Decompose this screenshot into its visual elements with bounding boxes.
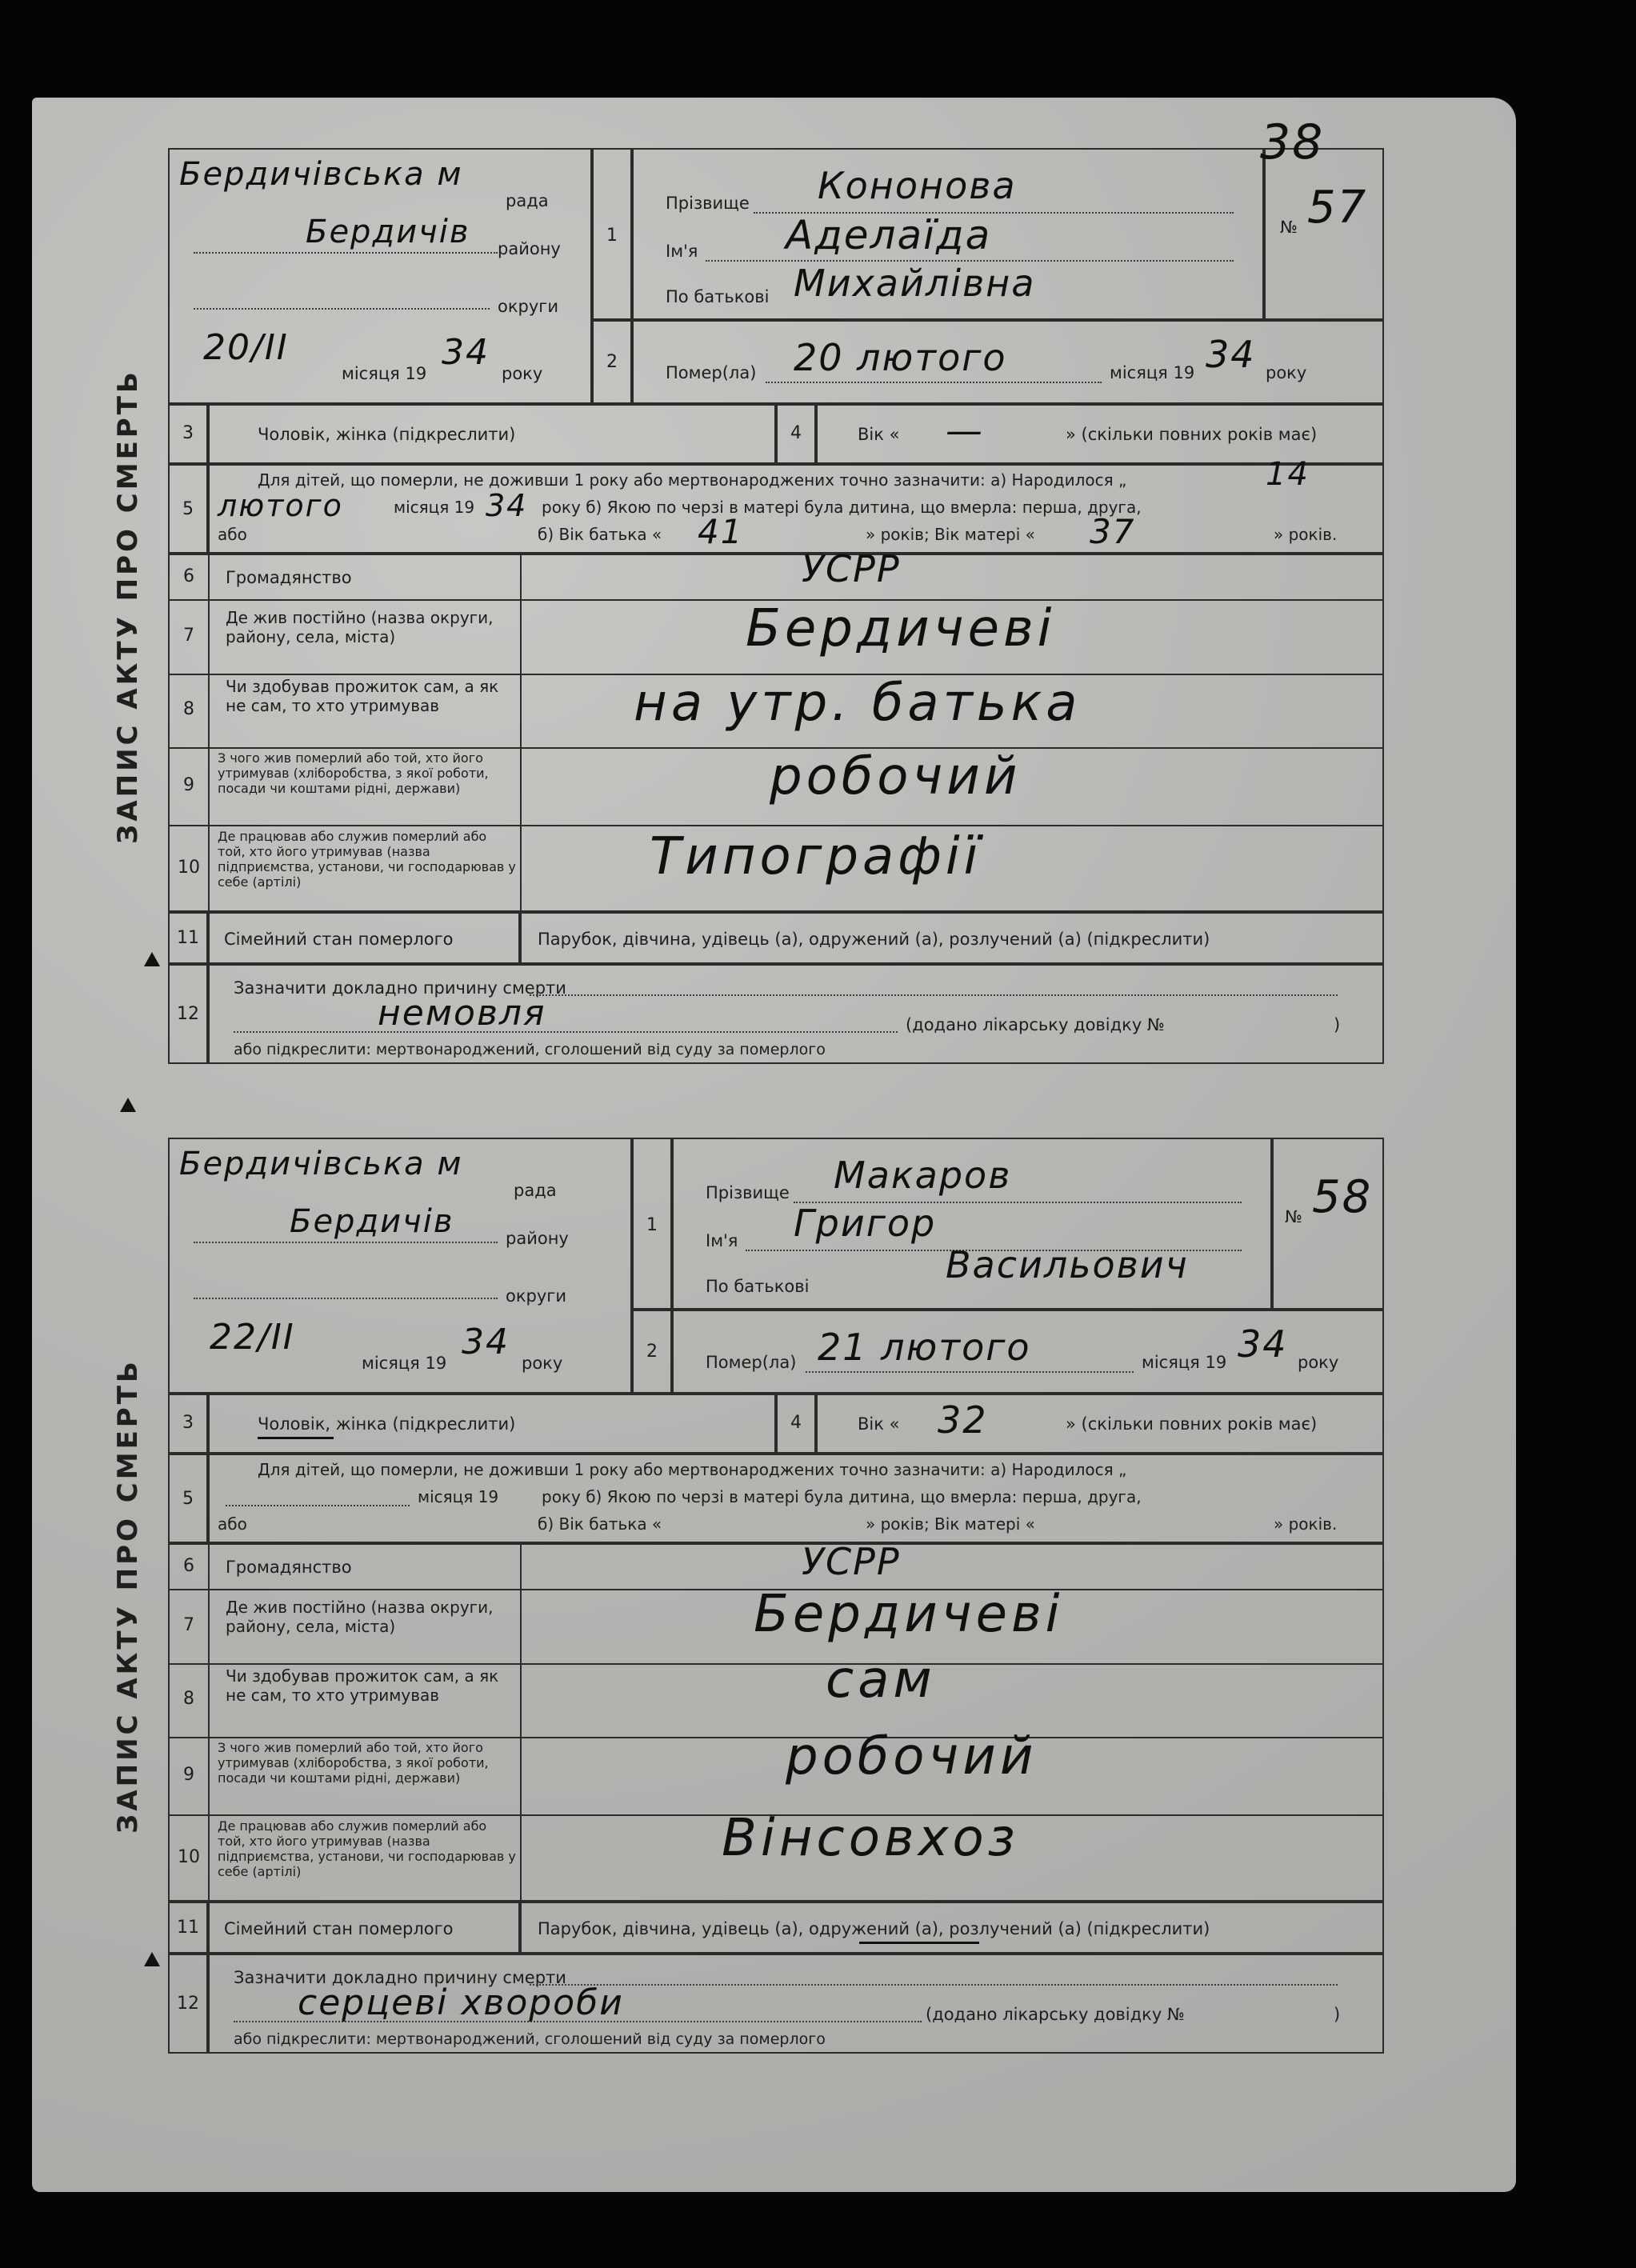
years-label: » років. [1274, 1514, 1338, 1534]
or-label: або [218, 1514, 247, 1534]
certificate-close: ) [1334, 2005, 1341, 2024]
mother-age-label: » років; Вік матері « [866, 1514, 1035, 1534]
month-label: місяця 19 [362, 1354, 447, 1373]
income-value: робочий [786, 1727, 1038, 1786]
patronymic-value: Васильович [946, 1243, 1189, 1286]
certificate-close: ) [1334, 1015, 1341, 1034]
certificate-label: (додано лікарську довідку № [906, 1015, 1165, 1034]
rada-value: Бердичівська м [179, 1146, 463, 1182]
workplace-value: Типографії [650, 827, 982, 886]
citizenship-label: Громадянство [226, 1558, 352, 1577]
cause-label: Зазначити докладно причину смерти [234, 978, 566, 998]
row-num-cell [168, 404, 208, 464]
row-num-cell [592, 320, 632, 404]
cause-line [234, 1031, 898, 1033]
age-value: 32 [938, 1398, 988, 1442]
grid-line [520, 555, 522, 910]
row-num-cell [632, 1138, 672, 1310]
name-label: Ім'я [706, 1231, 738, 1250]
row-number: 1 [646, 1215, 658, 1235]
month-label: місяця 19 [342, 364, 427, 383]
mother-age-value: 37 [1090, 512, 1136, 551]
record-1-sidebar [88, 148, 168, 1064]
pomer-date-value: 21 лютого [818, 1326, 1031, 1369]
born-year-value: 34 [486, 488, 528, 523]
born-day-value: 14 [1266, 456, 1310, 493]
okruha-line [194, 308, 490, 310]
row-number: 9 [183, 1765, 194, 1785]
raion-label: району [506, 1229, 569, 1248]
father-age-label: б) Вік батька « [538, 525, 662, 544]
or-label: або [218, 525, 247, 544]
marital-options-cell [520, 1902, 1384, 1954]
years-label: » років. [1274, 525, 1338, 544]
married-underline [859, 1942, 979, 1944]
cause-value: немовля [378, 993, 546, 1034]
age-cell [816, 1394, 1384, 1454]
row-number: 2 [606, 352, 618, 372]
certificate-label: (додано лікарську довідку № [926, 2005, 1185, 2024]
grid-line [170, 825, 1382, 826]
rada-value: Бердичівська м [179, 156, 463, 193]
marital-label: Сімейний стан померлого [224, 1919, 454, 1938]
residence-value: Бердичеві [754, 1585, 1064, 1644]
number-value: 58 [1312, 1171, 1373, 1223]
row-number: 8 [183, 1689, 194, 1709]
row-number: 3 [182, 1413, 194, 1433]
row-num-cell [168, 1954, 208, 2054]
row-number: 7 [183, 1615, 194, 1635]
row-num-cell [168, 912, 208, 964]
cause-line [530, 1984, 1338, 1986]
registry-office-cell [168, 1138, 632, 1394]
name-value: Григор [794, 1202, 937, 1245]
pomer-label: Помер(ла) [706, 1353, 797, 1372]
row-num-cell [168, 964, 208, 1064]
row-number: 10 [178, 858, 200, 878]
patronymic-label: По батькові [666, 287, 770, 306]
row-number: 3 [182, 423, 194, 443]
citizenship-label: Громадянство [226, 568, 352, 587]
marital-label: Сімейний стан померлого [224, 930, 454, 949]
row-number: 7 [183, 626, 194, 646]
row-number: 4 [790, 1413, 802, 1433]
roku-label: року [522, 1354, 563, 1373]
age-value: — [946, 409, 984, 452]
residence-label: Де жив постійно (назва округи, району, села, міста) [226, 608, 494, 646]
row-number: 6 [183, 1556, 194, 1576]
row-number: 5 [182, 499, 194, 519]
citizenship-value: УСРР [802, 547, 901, 590]
order-label: року б) Якою по черзі в матері була дитина, що вмерла: перша, друга, [542, 1487, 1142, 1506]
name-cell [672, 1138, 1272, 1310]
number-cell [1272, 1138, 1384, 1310]
workplace-label: Де працював або служив померлий або той, хто його утримував (назва підприємства, установи, чи господарював у себе (артілі) [218, 829, 516, 890]
income-value: робочий [770, 747, 1022, 806]
row-number: 11 [177, 1918, 199, 1938]
row-number: 6 [183, 566, 194, 586]
support-label: Чи здобував прожиток сам, а як не сам, то хто утримував [226, 1666, 499, 1705]
row-number: 11 [177, 928, 199, 948]
okruha-label: округи [506, 1286, 566, 1306]
residence-value: Бердичеві [746, 599, 1056, 658]
month-label: місяця 19 [1110, 363, 1195, 382]
raion-value: Бердичів [290, 1203, 454, 1240]
row-num-cell [632, 1310, 672, 1394]
residence-label: Де жив постійно (назва округи, району, села, міста) [226, 1598, 494, 1636]
row-number: 2 [646, 1342, 658, 1362]
surname-label: Прізвище [706, 1183, 790, 1202]
stillborn-label: або підкреслити: мертвонароджений, сголошений від суду за померлого [234, 2030, 826, 2048]
row-number: 12 [177, 1994, 199, 2014]
grid-line [208, 1545, 210, 1900]
cause-value: серцеві хвороби [298, 1982, 624, 2023]
row-num-cell [168, 1902, 208, 1954]
raion-value: Бердичів [306, 214, 470, 250]
pomer-year-value: 34 [1238, 1322, 1288, 1366]
marital-options: Парубок, дівчина, удівець (а), одружений (а), розлучений (а) (підкреслити) [538, 930, 1210, 949]
registry-office-cell [168, 148, 592, 404]
father-age-label: б) Вік батька « [538, 1514, 662, 1534]
year-reg-value: 34 [442, 332, 490, 373]
infant-label: Для дітей, що померли, не доживши 1 року або мертвонароджених точно зазначити: а) Народилося „ [258, 1460, 1127, 1479]
number-cell [1264, 148, 1384, 320]
age-label: Вік « [858, 1414, 900, 1434]
grid-line [170, 1737, 1382, 1738]
support-value: на утр. батька [634, 674, 1082, 733]
row-num-cell [168, 1454, 208, 1543]
order-label: року б) Якою по черзі в матері була дитина, що вмерла: перша, друга, [542, 498, 1142, 517]
age-suffix: » (скільки повних років має) [1066, 425, 1318, 444]
death-date-cell [632, 320, 1384, 404]
age-label: Вік « [858, 425, 900, 444]
pomer-label: Помер(ла) [666, 363, 757, 382]
row-number: 9 [183, 775, 194, 795]
male-underline [258, 1437, 334, 1439]
number-label: № [1285, 1207, 1302, 1226]
row-number: 1 [606, 226, 618, 246]
cause-label: Зазначити докладно причину смерти [234, 1968, 566, 1987]
roku-label: року [1298, 1353, 1339, 1372]
row-number: 4 [790, 423, 802, 443]
citizenship-value: УСРР [802, 1540, 901, 1583]
patronymic-value: Михайлівна [794, 262, 1036, 305]
number-value: 57 [1307, 182, 1368, 234]
grid-line [208, 555, 210, 910]
record-2 [168, 1138, 1384, 2054]
infant-cell [208, 1454, 1384, 1543]
row-number: 10 [178, 1847, 200, 1867]
sex-cell [208, 1394, 776, 1454]
infant-line [226, 1505, 410, 1506]
okruha-label: округи [498, 297, 558, 316]
month-label: місяця 19 [394, 498, 475, 517]
sidebar-title: ЗАПИС АКТУ ПРО СМЕРТЬ [112, 1358, 144, 1834]
number-label: № [1280, 218, 1298, 237]
father-age-value: 41 [698, 512, 744, 551]
month-label: місяця 19 [418, 1487, 499, 1506]
grid-line [520, 1545, 522, 1900]
details-grid [168, 547, 1384, 912]
cause-line [234, 2021, 922, 2022]
corner-note: 38 [1260, 114, 1325, 170]
surname-value: Макаров [834, 1154, 1012, 1197]
roku-label: року [502, 364, 543, 383]
death-date-cell [672, 1310, 1384, 1394]
workplace-value: Вінсовхоз [722, 1809, 1019, 1868]
infant-label: Для дітей, що померли, не доживши 1 року або мертвонароджених точно зазначити: а) Народилося „ [258, 470, 1127, 490]
date-reg-value: 20/II [203, 327, 289, 368]
surname-label: Прізвище [666, 194, 750, 213]
record-2-sidebar [88, 1138, 168, 2054]
sex-label: Чоловік, жінка (підкреслити) [258, 1414, 516, 1434]
sex-cell [208, 404, 776, 464]
row-number: 8 [183, 699, 194, 719]
name-label: Ім'я [666, 242, 698, 261]
margin-mark [120, 1098, 136, 1112]
cause-cell [208, 964, 1384, 1064]
age-cell [816, 404, 1384, 464]
support-value: сам [826, 1650, 936, 1710]
marital-label-cell [208, 1902, 520, 1954]
marital-options: Парубок, дівчина, удівець (а), одружений (а), розлучений (а) (підкреслити) [538, 1919, 1210, 1938]
year-reg-value: 34 [462, 1322, 510, 1362]
marital-label-cell [208, 912, 520, 964]
grid-line [170, 1663, 1382, 1665]
infant-cell [208, 456, 1384, 554]
row-num-cell [776, 1394, 816, 1454]
support-label: Чи здобував прожиток сам, а як не сам, то хто утримував [226, 677, 499, 715]
pomer-year-value: 34 [1206, 333, 1256, 376]
workplace-label: Де працював або служив померлий або той, хто його утримував (назва підприємства, установи, чи господарював у себе (артілі) [218, 1818, 516, 1879]
row-num-cell [168, 464, 208, 554]
patronymic-label: По батькові [706, 1277, 810, 1296]
row-number: 5 [182, 1489, 194, 1509]
record-1 [168, 114, 1384, 1064]
income-label: З чого жив померлий або той, хто його утримував (хліборобства, з якої роботи, посади чи коштами рідні, держави) [218, 1740, 489, 1786]
raion-line [194, 252, 498, 254]
roku-label: року [1266, 363, 1307, 382]
pomer-line [766, 382, 1102, 383]
row-num-cell [776, 404, 816, 464]
pomer-line [806, 1371, 1134, 1373]
born-month-value: лютого [218, 488, 343, 523]
row-num-cell [592, 148, 632, 320]
rada-label: рада [514, 1181, 557, 1200]
month-label: місяця 19 [1142, 1353, 1227, 1372]
marital-options-cell [520, 912, 1384, 964]
name-cell [632, 148, 1264, 320]
pomer-date-value: 20 лютого [794, 336, 1007, 379]
income-label: З чого жив померлий або той, хто його утримував (хліборобства, з якої роботи, посади чи коштами рідні, держави) [218, 750, 489, 796]
stillborn-label: або підкреслити: мертвонароджений, сголошений від суду за померлого [234, 1041, 826, 1058]
sex-label: Чоловік, жінка (підкреслити) [258, 425, 516, 444]
details-grid [168, 1540, 1384, 1902]
mother-age-label: » років; Вік матері « [866, 525, 1035, 544]
date-reg-value: 22/II [210, 1317, 295, 1358]
surname-value: Кононова [818, 164, 1017, 207]
raion-label: району [498, 239, 561, 258]
age-suffix: » (скільки повних років має) [1066, 1414, 1318, 1434]
raion-line [194, 1242, 498, 1243]
okruha-line [194, 1298, 498, 1299]
cause-line [530, 994, 1338, 996]
sidebar-title: ЗАПИС АКТУ ПРО СМЕРТЬ [112, 368, 144, 844]
cause-cell [208, 1954, 1384, 2054]
row-num-cell [168, 1394, 208, 1454]
row-number: 12 [177, 1004, 199, 1024]
rada-label: рада [506, 191, 549, 210]
name-value: Аделаїда [786, 212, 992, 258]
